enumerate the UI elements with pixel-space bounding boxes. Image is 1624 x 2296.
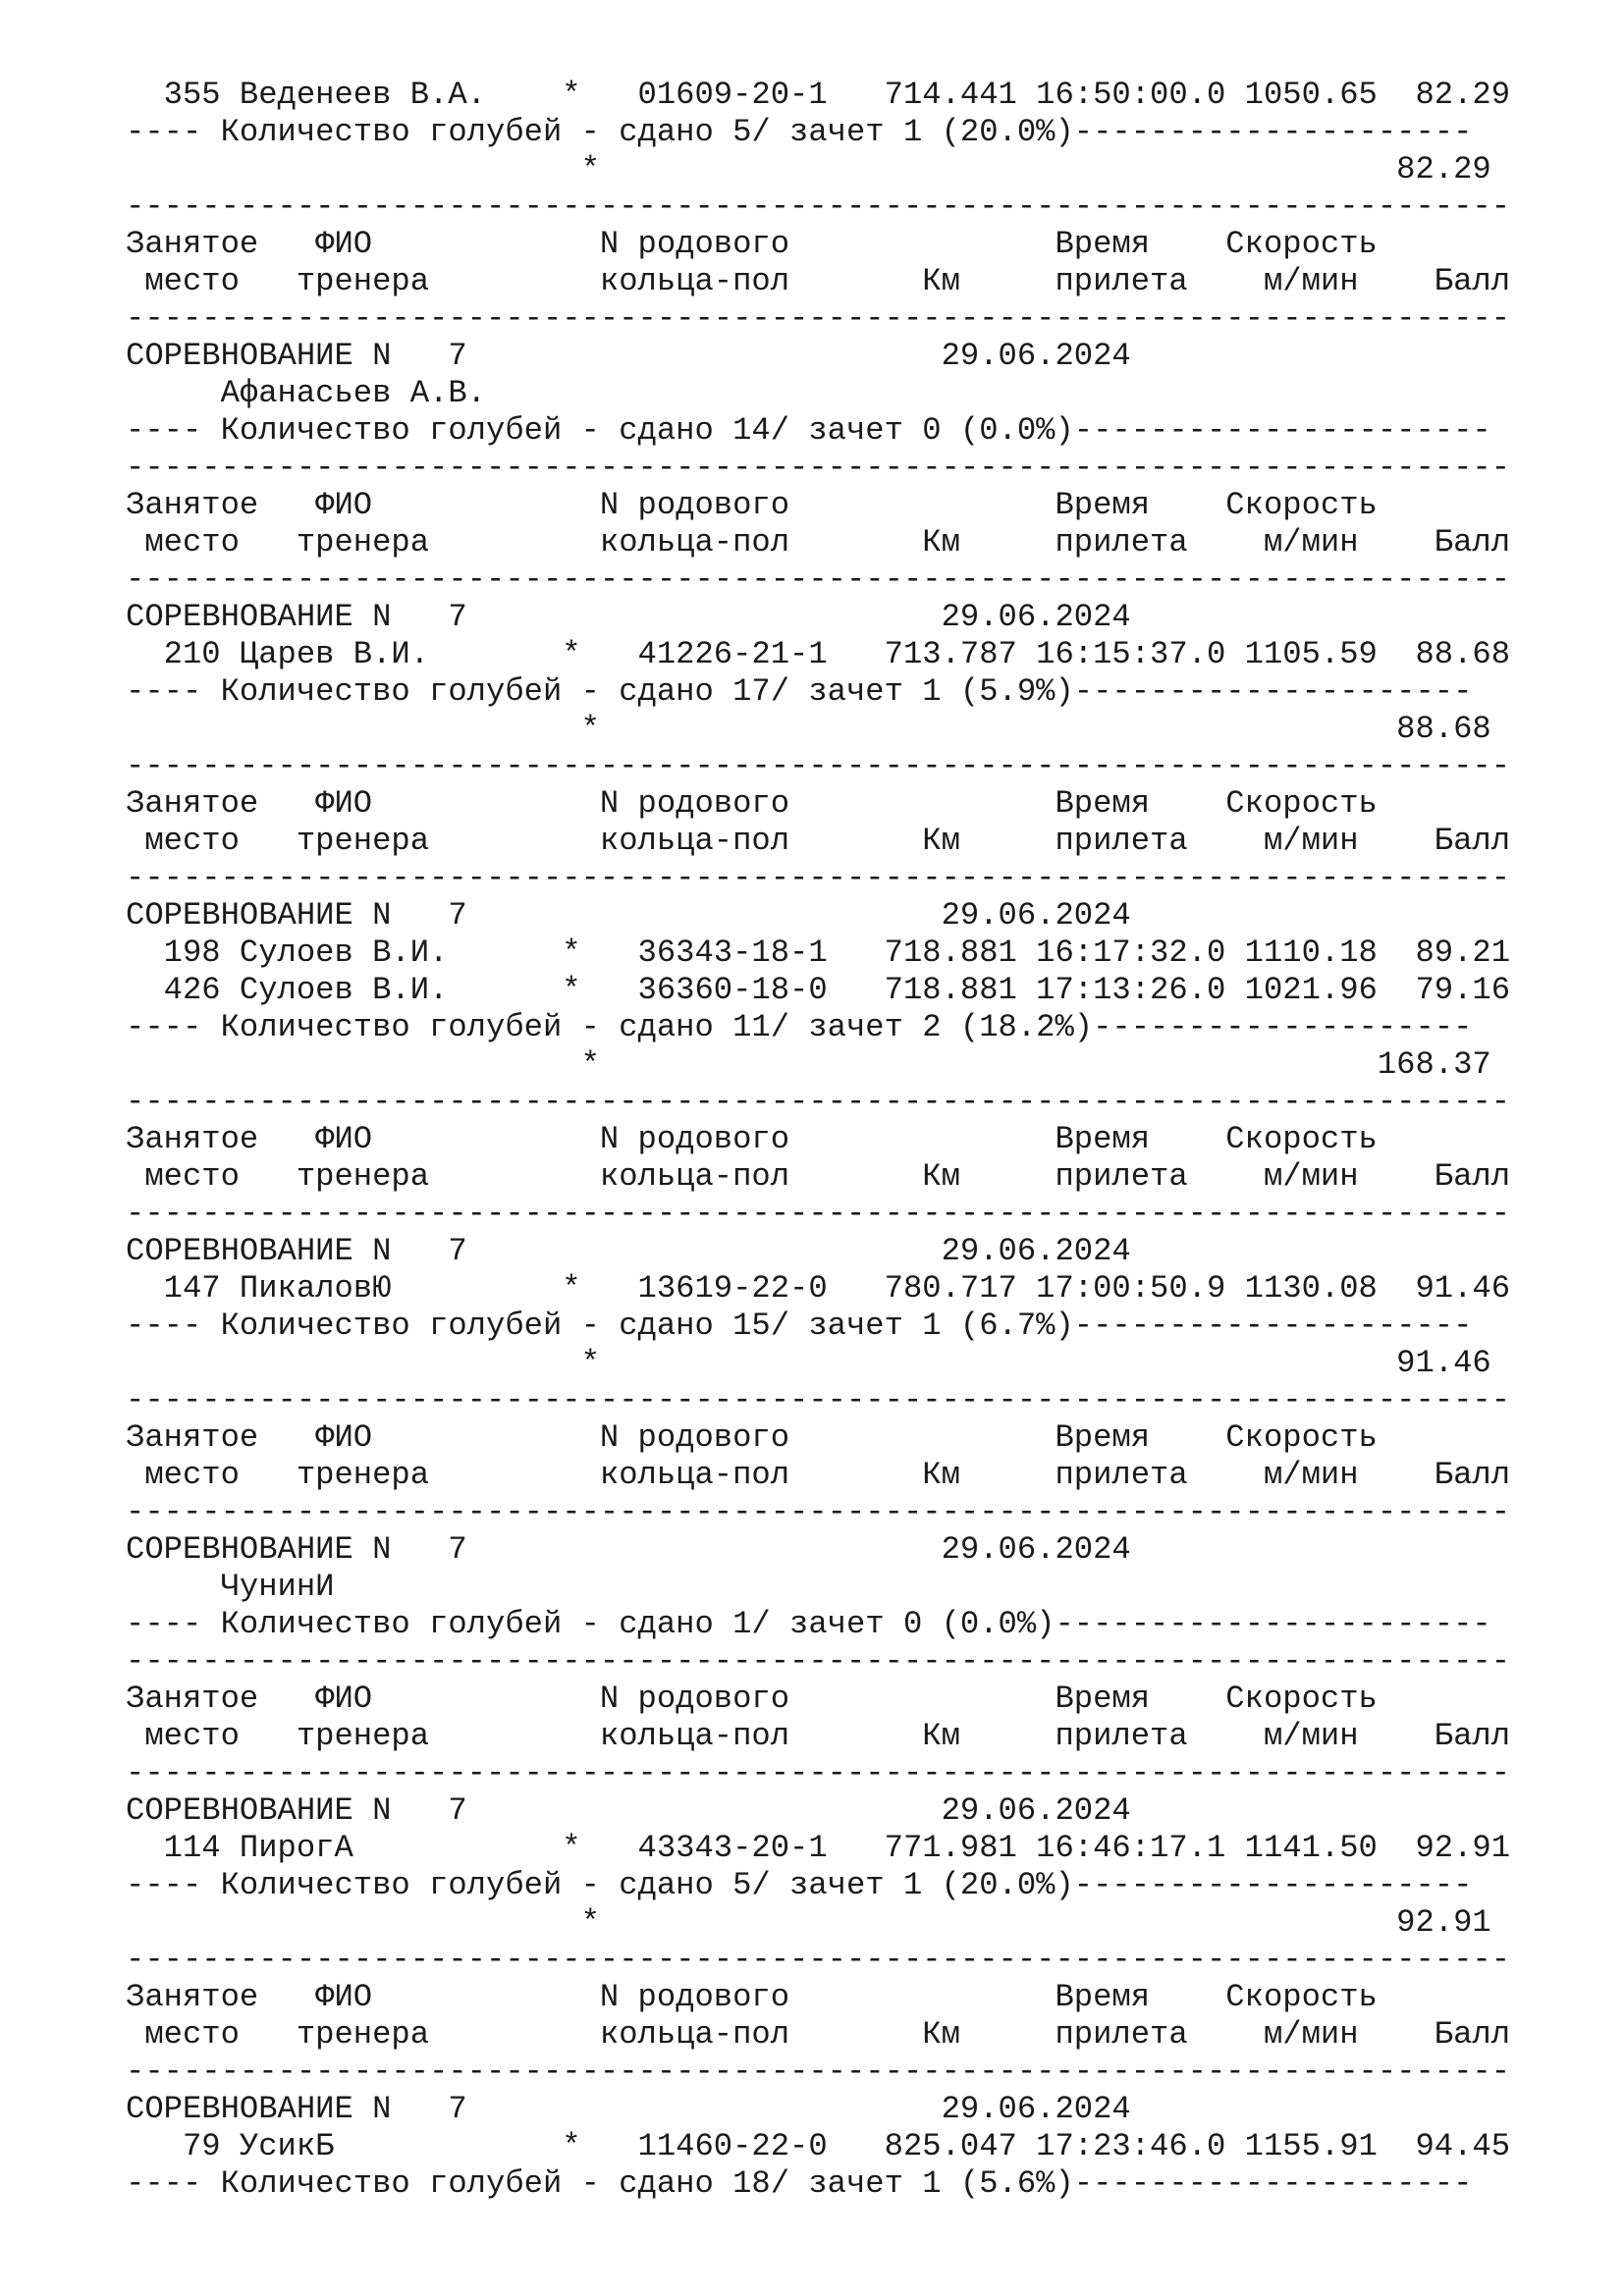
report-line: Занятое ФИО N родового Время Скорость bbox=[126, 487, 1378, 523]
report-line: СОРЕВНОВАНИЕ N 7 29.06.2024 bbox=[126, 897, 1131, 934]
report-line: * 168.37 bbox=[126, 1046, 1491, 1083]
report-line: ------------------------------------------------------------------------- bbox=[126, 1084, 1511, 1120]
report-line: ---- Количество голубей - сдано 11/ зачет 2 (18.2%)-------------------- bbox=[126, 1009, 1473, 1045]
report-line: * 88.68 bbox=[126, 711, 1491, 747]
report-line: СОРЕВНОВАНИЕ N 7 29.06.2024 bbox=[126, 1233, 1131, 1269]
report-line: СОРЕВНОВАНИЕ N 7 29.06.2024 bbox=[126, 338, 1131, 374]
report-line: ---- Количество голубей - сдано 17/ зачет 1 (5.9%)--------------------- bbox=[126, 673, 1473, 710]
report-line: Афанасьев А.В. bbox=[126, 375, 486, 411]
report-line: ---- Количество голубей - сдано 1/ зачет 0 (0.0%)----------------------- bbox=[126, 1606, 1491, 1642]
report-line: Занятое ФИО N родового Время Скорость bbox=[126, 1419, 1378, 1456]
report-line: СОРЕВНОВАНИЕ N 7 29.06.2024 bbox=[126, 599, 1131, 635]
report-line: ------------------------------------------------------------------------- bbox=[126, 561, 1511, 598]
report-line: ------------------------------------------------------------------------- bbox=[126, 1196, 1511, 1232]
report-line: 79 УсикБ * 11460-22-0 825.047 17:23:46.0 1155.91 94.45 bbox=[126, 2128, 1511, 2164]
report-line: ---- Количество голубей - сдано 14/ зачет 0 (0.0%)---------------------- bbox=[126, 412, 1491, 449]
report-line: ------------------------------------------------------------------------- bbox=[126, 860, 1511, 896]
report-line: СОРЕВНОВАНИЕ N 7 29.06.2024 bbox=[126, 2091, 1131, 2127]
report-line: 355 Веденеев В.А. * 01609-20-1 714.441 16:50:00.0 1050.65 82.29 bbox=[126, 77, 1511, 113]
report-line: ЧунинИ bbox=[126, 1569, 335, 1605]
report-line: ------------------------------------------------------------------------- bbox=[126, 1382, 1511, 1418]
report-line: ------------------------------------------------------------------------- bbox=[126, 1755, 1511, 1791]
report-line: место тренера кольца-пол Км прилета м/мин Балл bbox=[126, 823, 1511, 859]
report-line: ------------------------------------------------------------------------- bbox=[126, 1494, 1511, 1530]
report-line: * 82.29 bbox=[126, 151, 1491, 187]
report-line: 114 ПирогА * 43343-20-1 771.981 16:46:17.1 1141.50 92.91 bbox=[126, 1830, 1511, 1866]
report-line: * 91.46 bbox=[126, 1345, 1491, 1381]
report-line: СОРЕВНОВАНИЕ N 7 29.06.2024 bbox=[126, 1792, 1131, 1829]
report-line: ------------------------------------------------------------------------- bbox=[126, 2054, 1511, 2090]
report-line: Занятое ФИО N родового Время Скорость bbox=[126, 226, 1378, 262]
report-line: место тренера кольца-пол Км прилета м/мин Балл bbox=[126, 1457, 1511, 1493]
report-line: Занятое ФИО N родового Время Скорость bbox=[126, 785, 1378, 822]
report-line: место тренера кольца-пол Км прилета м/мин Балл bbox=[126, 2016, 1511, 2053]
report-line: место тренера кольца-пол Км прилета м/мин Балл bbox=[126, 1718, 1511, 1754]
report-line: ---- Количество голубей - сдано 15/ зачет 1 (6.7%)--------------------- bbox=[126, 1308, 1473, 1344]
report-line: СОРЕВНОВАНИЕ N 7 29.06.2024 bbox=[126, 1531, 1131, 1568]
report-line: ------------------------------------------------------------------------- bbox=[126, 188, 1511, 225]
report-line: ------------------------------------------------------------------------- bbox=[126, 748, 1511, 784]
report-line: * 92.91 bbox=[126, 1904, 1491, 1941]
report-line: 426 Сулоев В.И. * 36360-18-0 718.881 17:13:26.0 1021.96 79.16 bbox=[126, 972, 1511, 1008]
report-line: место тренера кольца-пол Км прилета м/мин Балл bbox=[126, 1158, 1511, 1195]
report-line: Занятое ФИО N родового Время Скорость bbox=[126, 1681, 1378, 1717]
report-line: ---- Количество голубей - сдано 5/ зачет 1 (20.0%)--------------------- bbox=[126, 1867, 1473, 1903]
report-line: ------------------------------------------------------------------------- bbox=[126, 450, 1511, 486]
report-line: ------------------------------------------------------------------------- bbox=[126, 300, 1511, 337]
report-line: ------------------------------------------------------------------------- bbox=[126, 1643, 1511, 1680]
report-line: ---- Количество голубей - сдано 5/ зачет 1 (20.0%)--------------------- bbox=[126, 114, 1473, 150]
report-line: место тренера кольца-пол Км прилета м/мин Балл bbox=[126, 524, 1511, 561]
report-line: место тренера кольца-пол Км прилета м/мин Балл bbox=[126, 263, 1511, 299]
competition-results-printout bbox=[126, 77, 1510, 2203]
report-line: Занятое ФИО N родового Время Скорость bbox=[126, 1121, 1378, 1157]
report-line: Занятое ФИО N родового Время Скорость bbox=[126, 1979, 1378, 2015]
report-line: 198 Сулоев В.И. * 36343-18-1 718.881 16:17:32.0 1110.18 89.21 bbox=[126, 934, 1511, 971]
report-line: ---- Количество голубей - сдано 18/ зачет 1 (5.6%)--------------------- bbox=[126, 2165, 1473, 2202]
report-line: 147 ПикаловЮ * 13619-22-0 780.717 17:00:50.9 1130.08 91.46 bbox=[126, 1270, 1511, 1307]
report-line: ------------------------------------------------------------------------- bbox=[126, 1942, 1511, 1978]
report-line: 210 Царев В.И. * 41226-21-1 713.787 16:15:37.0 1105.59 88.68 bbox=[126, 636, 1511, 672]
